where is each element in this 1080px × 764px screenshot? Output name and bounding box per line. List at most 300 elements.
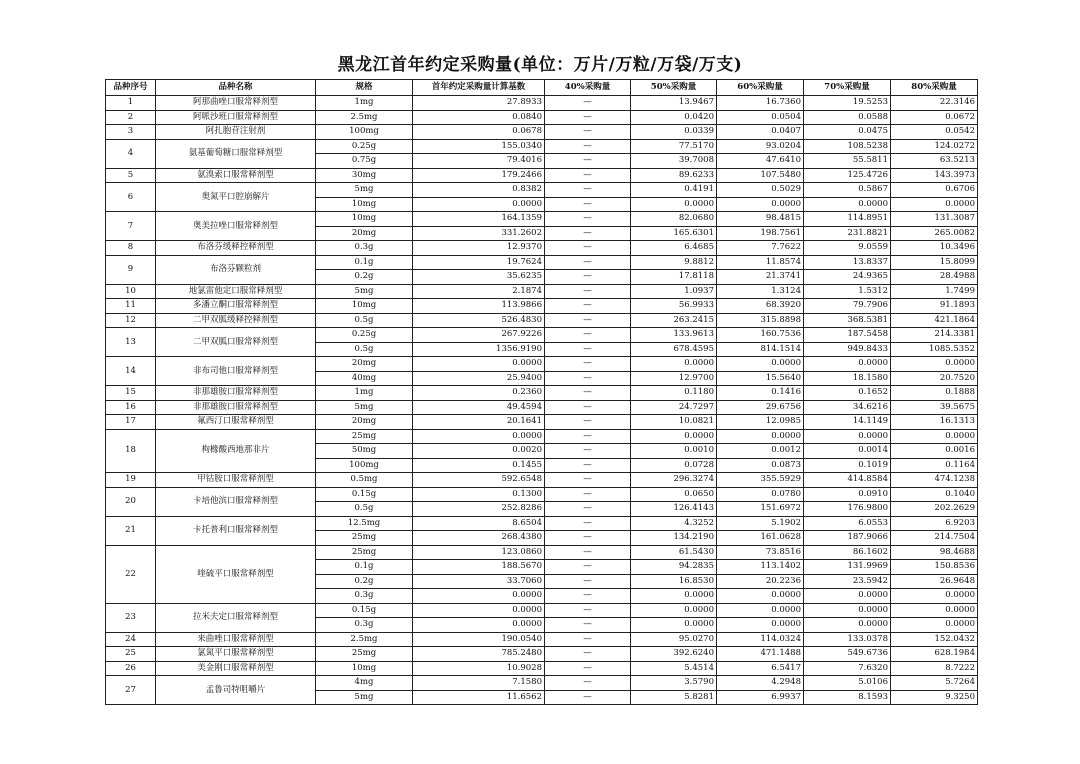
pct80-cell: 28.4988 <box>891 270 978 285</box>
spec-cell: 20mg <box>316 226 413 241</box>
pct60-cell: 0.0407 <box>717 125 804 140</box>
pct70-cell: 18.1580 <box>804 371 891 386</box>
spec-cell: 12.5mg <box>316 516 413 531</box>
table-row <box>106 429 978 444</box>
pct50-cell: 10.0821 <box>631 415 717 430</box>
pct60-cell: 29.6756 <box>717 400 804 415</box>
base-quantity-cell: 0.1455 <box>413 458 545 473</box>
pct80-cell: 131.3087 <box>891 212 978 227</box>
pct50-cell: 82.0680 <box>631 212 717 227</box>
table-row <box>106 661 978 676</box>
pct50-cell: 17.8118 <box>631 270 717 285</box>
item-number-cell: 7 <box>106 212 156 241</box>
pct80-cell: 39.5675 <box>891 400 978 415</box>
pct40-cell: — <box>545 589 631 604</box>
base-quantity-cell: 164.1359 <box>413 212 545 227</box>
item-number-cell: 9 <box>106 255 156 284</box>
pct40-cell: — <box>545 632 631 647</box>
pct70-cell: 0.0000 <box>804 603 891 618</box>
pct80-cell: 0.0542 <box>891 125 978 140</box>
item-number-cell: 3 <box>106 125 156 140</box>
base-quantity-cell: 268.4380 <box>413 531 545 546</box>
spec-cell: 0.3g <box>316 241 413 256</box>
pct50-cell: 61.5430 <box>631 545 717 560</box>
pct40-cell: — <box>545 183 631 198</box>
item-number-cell: 8 <box>106 241 156 256</box>
pct50-cell: 24.7297 <box>631 400 717 415</box>
spec-cell: 1mg <box>316 96 413 111</box>
table-row <box>106 139 978 154</box>
base-quantity-cell: 0.0840 <box>413 110 545 125</box>
base-quantity-cell: 123.0860 <box>413 545 545 560</box>
table-row <box>106 284 978 299</box>
spec-cell: 0.25g <box>316 139 413 154</box>
pct40-cell: — <box>545 618 631 633</box>
pct50-cell: 296.3274 <box>631 473 717 488</box>
pct80-cell: 143.3973 <box>891 168 978 183</box>
pct40-cell: — <box>545 284 631 299</box>
table-row <box>106 299 978 314</box>
item-number-cell: 1 <box>106 96 156 111</box>
spec-cell: 10mg <box>316 212 413 227</box>
item-name-cell: 甲钴胺口服常释剂型 <box>156 473 316 488</box>
base-quantity-cell: 12.9370 <box>413 241 545 256</box>
pct40-cell: — <box>545 487 631 502</box>
pct40-cell: — <box>545 154 631 169</box>
item-name-cell: 美金刚口服常释剂型 <box>156 661 316 676</box>
spec-cell: 0.1g <box>316 255 413 270</box>
item-name-cell: 拉米夫定口服常释剂型 <box>156 603 316 632</box>
header-cell: 品种名称 <box>156 80 316 96</box>
pct50-cell: 392.6240 <box>631 647 717 662</box>
item-name-cell: 阿扎胞苷注射剂 <box>156 125 316 140</box>
spec-cell: 0.5g <box>316 313 413 328</box>
spec-cell: 50mg <box>316 444 413 459</box>
pct70-cell: 549.6736 <box>804 647 891 662</box>
item-name-cell: 卡培他滨口服常释剂型 <box>156 487 316 516</box>
pct70-cell: 231.8821 <box>804 226 891 241</box>
pct80-cell: 8.7222 <box>891 661 978 676</box>
pct40-cell: — <box>545 429 631 444</box>
pct60-cell: 0.0000 <box>717 197 804 212</box>
base-quantity-cell: 1356.9190 <box>413 342 545 357</box>
pct80-cell: 214.7504 <box>891 531 978 546</box>
pct70-cell: 6.0553 <box>804 516 891 531</box>
table-row <box>106 632 978 647</box>
base-quantity-cell: 785.2480 <box>413 647 545 662</box>
spec-cell: 2.5mg <box>316 110 413 125</box>
table-row <box>106 603 978 618</box>
pct40-cell: — <box>545 676 631 691</box>
base-quantity-cell: 19.7624 <box>413 255 545 270</box>
item-number-cell: 17 <box>106 415 156 430</box>
pct80-cell: 421.1864 <box>891 313 978 328</box>
pct70-cell: 24.9365 <box>804 270 891 285</box>
pct50-cell: 133.9613 <box>631 328 717 343</box>
pct70-cell: 368.5381 <box>804 313 891 328</box>
pct50-cell: 5.8281 <box>631 690 717 705</box>
pct70-cell: 86.1602 <box>804 545 891 560</box>
item-number-cell: 23 <box>106 603 156 632</box>
base-quantity-cell: 179.2466 <box>413 168 545 183</box>
pct70-cell: 114.8951 <box>804 212 891 227</box>
item-number-cell: 26 <box>106 661 156 676</box>
pct80-cell: 0.1888 <box>891 386 978 401</box>
pct60-cell: 113.1402 <box>717 560 804 575</box>
pct80-cell: 5.7264 <box>891 676 978 691</box>
item-number-cell: 4 <box>106 139 156 168</box>
pct60-cell: 6.5417 <box>717 661 804 676</box>
header-row <box>106 80 978 96</box>
pct50-cell: 39.7008 <box>631 154 717 169</box>
pct40-cell: — <box>545 690 631 705</box>
pct40-cell: — <box>545 168 631 183</box>
spec-cell: 0.3g <box>316 618 413 633</box>
pct50-cell: 165.6301 <box>631 226 717 241</box>
pct40-cell: — <box>545 313 631 328</box>
base-quantity-cell: 0.8382 <box>413 183 545 198</box>
item-number-cell: 24 <box>106 632 156 647</box>
pct50-cell: 678.4595 <box>631 342 717 357</box>
item-name-cell: 非那雄胺口服常释剂型 <box>156 386 316 401</box>
pct50-cell: 0.0000 <box>631 589 717 604</box>
pct60-cell: 93.0204 <box>717 139 804 154</box>
base-quantity-cell: 0.0000 <box>413 197 545 212</box>
item-number-cell: 10 <box>106 284 156 299</box>
pct50-cell: 1.0937 <box>631 284 717 299</box>
item-name-cell: 喹硫平口服常释剂型 <box>156 545 316 603</box>
pct50-cell: 12.9700 <box>631 371 717 386</box>
pct80-cell: 9.3250 <box>891 690 978 705</box>
spec-cell: 0.5g <box>316 342 413 357</box>
pct50-cell: 13.9467 <box>631 96 717 111</box>
spec-cell: 5mg <box>316 183 413 198</box>
pct70-cell: 23.5942 <box>804 574 891 589</box>
pct40-cell: — <box>545 502 631 517</box>
page-title: 黑龙江首年约定采购量(单位：万片/万粒/万袋/万支) <box>337 55 743 75</box>
pct70-cell: 0.1019 <box>804 458 891 473</box>
table-row <box>106 516 978 531</box>
pct60-cell: 98.4815 <box>717 212 804 227</box>
pct50-cell: 56.9933 <box>631 299 717 314</box>
base-quantity-cell: 0.0000 <box>413 429 545 444</box>
pct40-cell: — <box>545 212 631 227</box>
table-body <box>106 96 978 705</box>
base-quantity-cell: 331.2602 <box>413 226 545 241</box>
spec-cell: 0.5g <box>316 502 413 517</box>
table-row <box>106 183 978 198</box>
pct40-cell: — <box>545 342 631 357</box>
pct70-cell: 0.0000 <box>804 589 891 604</box>
spec-cell: 100mg <box>316 458 413 473</box>
pct70-cell: 0.0000 <box>804 429 891 444</box>
item-name-cell: 奥美拉唑口服常释剂型 <box>156 212 316 241</box>
pct80-cell: 0.0000 <box>891 589 978 604</box>
base-quantity-cell: 0.0000 <box>413 603 545 618</box>
pct40-cell: — <box>545 328 631 343</box>
table-row <box>106 357 978 372</box>
pct60-cell: 0.0504 <box>717 110 804 125</box>
item-name-cell: 二甲双胍口服常释剂型 <box>156 328 316 357</box>
spec-cell: 0.1g <box>316 560 413 575</box>
pct60-cell: 6.9937 <box>717 690 804 705</box>
spec-cell: 40mg <box>316 371 413 386</box>
pct60-cell: 20.2236 <box>717 574 804 589</box>
header-cell: 60%采购量 <box>717 80 804 96</box>
base-quantity-cell: 526.4830 <box>413 313 545 328</box>
item-name-cell: 氨基葡萄糖口服常释剂型 <box>156 139 316 168</box>
spec-cell: 25mg <box>316 545 413 560</box>
item-number-cell: 12 <box>106 313 156 328</box>
spec-cell: 1mg <box>316 386 413 401</box>
item-number-cell: 15 <box>106 386 156 401</box>
spec-cell: 0.75g <box>316 154 413 169</box>
pct80-cell: 150.8536 <box>891 560 978 575</box>
table-row <box>106 241 978 256</box>
base-quantity-cell: 0.0678 <box>413 125 545 140</box>
pct60-cell: 73.8516 <box>717 545 804 560</box>
pct70-cell: 0.0588 <box>804 110 891 125</box>
procurement-table <box>105 79 978 705</box>
pct70-cell: 0.0000 <box>804 357 891 372</box>
pct70-cell: 108.5238 <box>804 139 891 154</box>
spec-cell: 5mg <box>316 284 413 299</box>
pct40-cell: — <box>545 560 631 575</box>
spec-cell: 0.15g <box>316 603 413 618</box>
pct70-cell: 133.0378 <box>804 632 891 647</box>
pct40-cell: — <box>545 96 631 111</box>
pct70-cell: 0.0014 <box>804 444 891 459</box>
base-quantity-cell: 0.0000 <box>413 357 545 372</box>
pct60-cell: 0.1416 <box>717 386 804 401</box>
pct70-cell: 14.1149 <box>804 415 891 430</box>
base-quantity-cell: 25.9400 <box>413 371 545 386</box>
spec-cell: 4mg <box>316 676 413 691</box>
item-number-cell: 19 <box>106 473 156 488</box>
pct40-cell: — <box>545 444 631 459</box>
item-name-cell: 氯氮平口服常释剂型 <box>156 647 316 662</box>
table-row <box>106 96 978 111</box>
table-row <box>106 400 978 415</box>
base-quantity-cell: 267.9226 <box>413 328 545 343</box>
header-cell: 70%采购量 <box>804 80 891 96</box>
pct60-cell: 0.5029 <box>717 183 804 198</box>
item-name-cell: 非那雄胺口服常释剂型 <box>156 400 316 415</box>
pct50-cell: 4.3252 <box>631 516 717 531</box>
table-row <box>106 415 978 430</box>
spec-cell: 20mg <box>316 415 413 430</box>
table-row <box>106 676 978 691</box>
pct80-cell: 22.3146 <box>891 96 978 111</box>
pct50-cell: 263.2415 <box>631 313 717 328</box>
pct70-cell: 414.8584 <box>804 473 891 488</box>
pct80-cell: 0.0000 <box>891 618 978 633</box>
table-row <box>106 110 978 125</box>
pct60-cell: 4.2948 <box>717 676 804 691</box>
base-quantity-cell: 155.0340 <box>413 139 545 154</box>
spec-cell: 0.2g <box>316 574 413 589</box>
header-cell: 品种序号 <box>106 80 156 96</box>
pct80-cell: 1085.5352 <box>891 342 978 357</box>
pct50-cell: 16.8530 <box>631 574 717 589</box>
pct60-cell: 16.7360 <box>717 96 804 111</box>
item-number-cell: 11 <box>106 299 156 314</box>
pct60-cell: 160.7536 <box>717 328 804 343</box>
pct40-cell: — <box>545 255 631 270</box>
pct60-cell: 814.1514 <box>717 342 804 357</box>
pct60-cell: 0.0873 <box>717 458 804 473</box>
base-quantity-cell: 0.2360 <box>413 386 545 401</box>
item-name-cell: 孟鲁司特咀嚼片 <box>156 676 316 705</box>
item-name-cell: 氟西汀口服常释剂型 <box>156 415 316 430</box>
pct40-cell: — <box>545 299 631 314</box>
base-quantity-cell: 20.1641 <box>413 415 545 430</box>
pct40-cell: — <box>545 473 631 488</box>
spec-cell: 10mg <box>316 197 413 212</box>
pct40-cell: — <box>545 357 631 372</box>
spec-cell: 20mg <box>316 357 413 372</box>
base-quantity-cell: 188.5670 <box>413 560 545 575</box>
spec-cell: 5mg <box>316 400 413 415</box>
base-quantity-cell: 0.0020 <box>413 444 545 459</box>
pct80-cell: 10.3496 <box>891 241 978 256</box>
pct70-cell: 187.9066 <box>804 531 891 546</box>
pct60-cell: 0.0012 <box>717 444 804 459</box>
pct40-cell: — <box>545 139 631 154</box>
header-cell: 规格 <box>316 80 413 96</box>
item-name-cell: 来曲唑口服常释剂型 <box>156 632 316 647</box>
pct40-cell: — <box>545 531 631 546</box>
pct60-cell: 151.6972 <box>717 502 804 517</box>
header-cell: 80%采购量 <box>891 80 978 96</box>
table-row <box>106 125 978 140</box>
pct80-cell: 0.0672 <box>891 110 978 125</box>
pct80-cell: 202.2629 <box>891 502 978 517</box>
pct50-cell: 134.2190 <box>631 531 717 546</box>
pct60-cell: 0.0000 <box>717 589 804 604</box>
pct80-cell: 0.6706 <box>891 183 978 198</box>
spec-cell: 0.15g <box>316 487 413 502</box>
pct70-cell: 0.1652 <box>804 386 891 401</box>
item-name-cell: 阿哌沙班口服常释剂型 <box>156 110 316 125</box>
base-quantity-cell: 0.0000 <box>413 618 545 633</box>
pct50-cell: 3.5790 <box>631 676 717 691</box>
item-number-cell: 27 <box>106 676 156 705</box>
pct50-cell: 0.4191 <box>631 183 717 198</box>
base-quantity-cell: 113.9866 <box>413 299 545 314</box>
header-cell: 50%采购量 <box>631 80 717 96</box>
base-quantity-cell: 2.1874 <box>413 284 545 299</box>
pct50-cell: 0.0000 <box>631 197 717 212</box>
pct80-cell: 20.7520 <box>891 371 978 386</box>
pct40-cell: — <box>545 603 631 618</box>
pct50-cell: 0.0420 <box>631 110 717 125</box>
pct80-cell: 265.0082 <box>891 226 978 241</box>
spec-cell: 0.25g <box>316 328 413 343</box>
base-quantity-cell: 10.9028 <box>413 661 545 676</box>
table-row <box>106 212 978 227</box>
item-name-cell: 地氯雷他定口服常释剂型 <box>156 284 316 299</box>
item-name-cell: 多潘立酮口服常释剂型 <box>156 299 316 314</box>
pct50-cell: 95.0270 <box>631 632 717 647</box>
pct80-cell: 628.1984 <box>891 647 978 662</box>
pct70-cell: 19.5253 <box>804 96 891 111</box>
pct50-cell: 0.0650 <box>631 487 717 502</box>
base-quantity-cell: 27.8933 <box>413 96 545 111</box>
pct80-cell: 26.9648 <box>891 574 978 589</box>
pct70-cell: 131.9969 <box>804 560 891 575</box>
pct80-cell: 1.7499 <box>891 284 978 299</box>
pct80-cell: 152.0432 <box>891 632 978 647</box>
pct60-cell: 0.0000 <box>717 429 804 444</box>
item-number-cell: 2 <box>106 110 156 125</box>
item-name-cell: 氨溴索口服常释剂型 <box>156 168 316 183</box>
pct80-cell: 0.0016 <box>891 444 978 459</box>
table-row <box>106 255 978 270</box>
header-cell: 首年约定采购量计算基数 <box>413 80 545 96</box>
spec-cell: 2.5mg <box>316 632 413 647</box>
spec-cell: 10mg <box>316 661 413 676</box>
table-row <box>106 487 978 502</box>
table-row <box>106 545 978 560</box>
spec-cell: 5mg <box>316 690 413 705</box>
base-quantity-cell: 190.0540 <box>413 632 545 647</box>
pct60-cell: 0.0000 <box>717 603 804 618</box>
item-number-cell: 18 <box>106 429 156 473</box>
pct60-cell: 0.0000 <box>717 357 804 372</box>
pct40-cell: — <box>545 516 631 531</box>
spec-cell: 30mg <box>316 168 413 183</box>
pct50-cell: 0.0728 <box>631 458 717 473</box>
item-name-cell: 枸橼酸西地那非片 <box>156 429 316 473</box>
pct40-cell: — <box>545 125 631 140</box>
pct60-cell: 355.5929 <box>717 473 804 488</box>
pct80-cell: 214.3381 <box>891 328 978 343</box>
pct40-cell: — <box>545 647 631 662</box>
item-number-cell: 22 <box>106 545 156 603</box>
pct60-cell: 161.0628 <box>717 531 804 546</box>
pct40-cell: — <box>545 545 631 560</box>
pct70-cell: 79.7906 <box>804 299 891 314</box>
pct70-cell: 125.4726 <box>804 168 891 183</box>
pct40-cell: — <box>545 400 631 415</box>
pct80-cell: 91.1893 <box>891 299 978 314</box>
pct50-cell: 0.0000 <box>631 429 717 444</box>
base-quantity-cell: 592.6548 <box>413 473 545 488</box>
pct50-cell: 0.0000 <box>631 618 717 633</box>
pct60-cell: 0.0000 <box>717 618 804 633</box>
base-quantity-cell: 35.6235 <box>413 270 545 285</box>
table-row <box>106 313 978 328</box>
pct40-cell: — <box>545 458 631 473</box>
pct50-cell: 0.0010 <box>631 444 717 459</box>
pct50-cell: 0.0000 <box>631 603 717 618</box>
pct60-cell: 107.5480 <box>717 168 804 183</box>
item-number-cell: 21 <box>106 516 156 545</box>
spec-cell: 0.2g <box>316 270 413 285</box>
pct40-cell: — <box>545 270 631 285</box>
item-name-cell: 布洛芬颗粒剂 <box>156 255 316 284</box>
base-quantity-cell: 33.7060 <box>413 574 545 589</box>
item-number-cell: 25 <box>106 647 156 662</box>
item-name-cell: 布洛芬缓释控释剂型 <box>156 241 316 256</box>
spec-cell: 25mg <box>316 647 413 662</box>
pct70-cell: 949.8433 <box>804 342 891 357</box>
pct80-cell: 124.0272 <box>891 139 978 154</box>
pct50-cell: 94.2835 <box>631 560 717 575</box>
pct50-cell: 0.0339 <box>631 125 717 140</box>
item-name-cell: 二甲双胍缓释控释剂型 <box>156 313 316 328</box>
